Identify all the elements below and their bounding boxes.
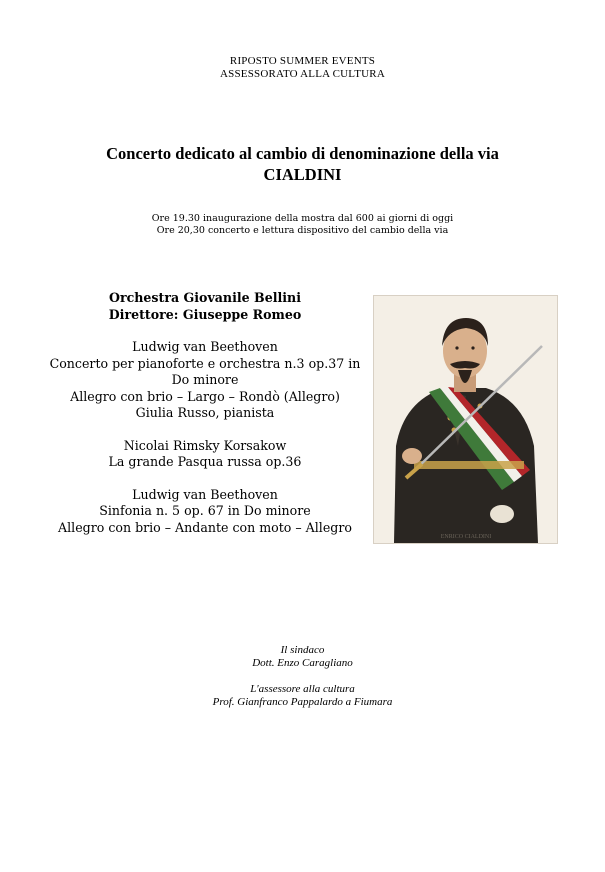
concert-title	[0, 143, 605, 185]
orchestra-name: Orchestra Giovanile Bellini	[108, 290, 302, 305]
schedule-line-2: Ore 20,30 concerto e lettura dispositivo del cambio della via	[156, 225, 449, 236]
assessor-role: L'assessore alla cultura	[250, 683, 355, 695]
piece-line: Ludwig van Beethoven	[132, 486, 278, 502]
assessor-name: Prof. Gianfranco Pappalardo a Fiumara	[212, 696, 393, 708]
cialdini-portrait	[373, 295, 558, 544]
piece-line: Do minore	[171, 372, 239, 387]
piece-line: Sinfonia n. 5 op. 67 in Do minore	[99, 503, 311, 518]
title-line-1: Concerto dedicato al cambio di denominazione della via	[106, 144, 499, 163]
schedule-line-1: Ore 19.30 inaugurazione della mostra dal 600 ai giorni di oggi	[151, 213, 454, 224]
mayor-role: Il sindaco	[280, 644, 325, 656]
concert-program	[35, 290, 375, 536]
piece-line: Ludwig van Beethoven	[132, 339, 278, 354]
signatures	[0, 644, 605, 709]
director-name: Direttore: Giuseppe Romeo	[108, 306, 302, 322]
piece-line: Allegro con brio – Largo – Rondò (Allegro)	[70, 388, 340, 404]
header-line-1: RIPOSTO SUMMER EVENTS	[229, 55, 376, 67]
header-line-2: ASSESSORATO ALLA CULTURA	[220, 68, 385, 80]
portrait-illustration	[374, 296, 557, 543]
program-piece-3	[35, 487, 375, 537]
program-piece-2	[35, 438, 375, 471]
piece-line: Giulia Russo, pianista	[135, 405, 275, 420]
program-piece-1	[35, 339, 375, 422]
title-line-2: CIALDINI	[263, 165, 342, 184]
piece-line: Nicolai Rimsky Korsakow	[123, 437, 287, 453]
piece-line: Concerto per pianoforte e orchestra n.3 op.37 in	[49, 355, 361, 371]
piece-line: La grande Pasqua russa op.36	[108, 454, 302, 469]
piece-line: Allegro con brio – Andante con moto – Allegro	[58, 519, 352, 535]
mayor-name: Dott. Enzo Caragliano	[252, 657, 353, 669]
schedule	[0, 213, 605, 237]
event-header	[0, 55, 605, 81]
portrait-caption: ENRICO CIALDINI	[440, 534, 492, 540]
